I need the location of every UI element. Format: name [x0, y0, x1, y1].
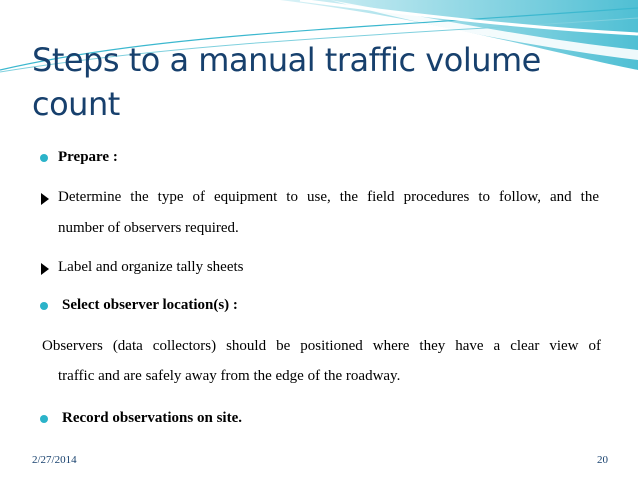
- footer-date: 2/27/2014: [32, 454, 77, 466]
- bullet-record: Record observations on site.: [62, 410, 242, 426]
- arrow-bullet-icon: [41, 263, 49, 275]
- arrow-bullet-icon: [41, 193, 49, 205]
- bullet-dot-icon: [40, 154, 48, 162]
- observers-line1: Observers (data collectors) should be positioned where they have a clear view of: [42, 338, 601, 354]
- footer-page-number: 20: [597, 454, 608, 466]
- bullet-equipment-line1: Determine the type of equipment to use, the field procedures to follow, and the: [58, 189, 599, 205]
- bullet-label-sheets: Label and organize tally sheets: [58, 259, 244, 275]
- bullet-dot-icon: [40, 302, 48, 310]
- bullet-prepare: Prepare :: [58, 149, 118, 165]
- bullet-equipment-line2: number of observers required.: [58, 220, 239, 236]
- bullet-dot-icon: [40, 415, 48, 423]
- observers-line2: traffic and are safely away from the edge of the roadway.: [58, 368, 401, 384]
- slide-title: Steps to a manual traffic volume count: [32, 41, 541, 123]
- bullet-select-location: Select observer location(s) :: [62, 297, 238, 313]
